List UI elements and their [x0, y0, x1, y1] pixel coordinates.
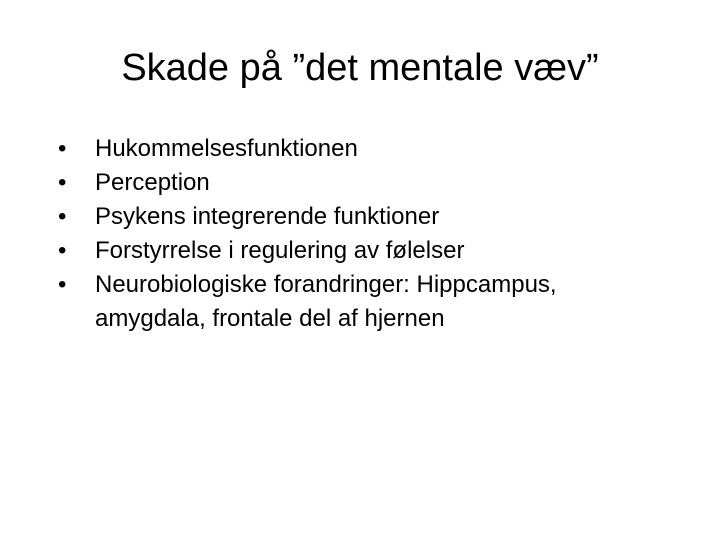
- bullet-item: [58, 166, 658, 200]
- bullet-text: Forstyrrelse i regulering av følelser: [95, 237, 465, 264]
- slide-title: Skade på ”det mentale væv”: [121, 47, 599, 89]
- bullet-item: [58, 132, 658, 166]
- bullet-item: [58, 268, 658, 336]
- bullet-icon: •: [58, 271, 67, 298]
- bullet-item: [58, 200, 658, 234]
- bullet-icon: •: [58, 135, 67, 162]
- bullet-text: Perception: [95, 169, 210, 196]
- bullet-text: Psykens integrerende funktioner: [95, 203, 440, 230]
- bullet-item: [58, 234, 658, 268]
- bullet-text: Neurobiologiske forandringer: Hippcampus, amygdala, frontale del af hjernen: [95, 271, 557, 332]
- bullet-text: Hukommelsesfunktionen: [95, 135, 358, 162]
- bullet-icon: •: [58, 203, 67, 230]
- bullet-list: [58, 132, 658, 336]
- bullet-icon: •: [58, 237, 67, 264]
- bullet-icon: •: [58, 169, 67, 196]
